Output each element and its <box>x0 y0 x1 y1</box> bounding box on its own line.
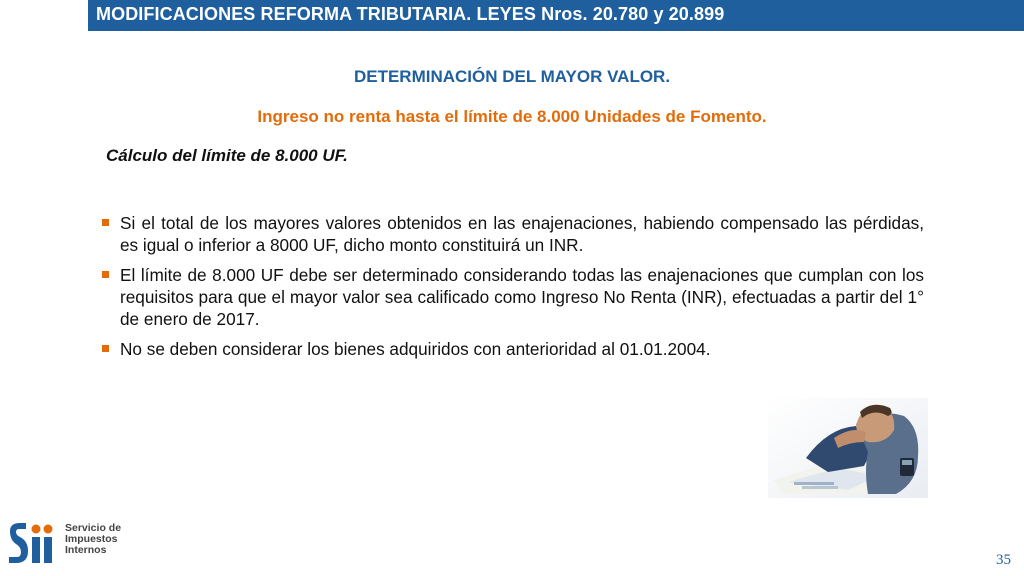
square-bullet-icon <box>102 345 109 352</box>
bullet-item <box>100 212 924 256</box>
bullet-text: El límite de 8.000 UF debe ser determinado considerando todas las enajenaciones que cumplan con los requisitos para que el mayor valor sea calificado como Ingreso No Renta (INR), efectuadas a partir del 1° de enero de 2017. <box>120 265 924 329</box>
bullet-item <box>100 338 924 360</box>
page-number: 35 <box>996 552 1011 568</box>
bullet-text: Si el total de los mayores valores obtenidos en las enajenaciones, habiendo compensado las pérdidas, es igual o inferior a 8000 UF, dicho monto constituirá un INR. <box>120 213 924 255</box>
bullet-text: No se deben considerar los bienes adquiridos con anterioridad al 01.01.2004. <box>120 339 711 359</box>
logo-line1: Servicio de <box>65 522 122 534</box>
header-bar <box>88 0 1024 31</box>
sii-logo <box>8 523 168 569</box>
square-bullet-icon <box>102 271 109 278</box>
square-bullet-icon <box>102 219 109 226</box>
sii-logo-text <box>65 523 121 556</box>
section-subtitle: Ingreso no renta hasta el límite de 8.000 Unidades de Fomento. <box>257 107 767 126</box>
logo-line3: Internos <box>65 544 107 556</box>
header-title: MODIFICACIONES REFORMA TRIBUTARIA. LEYES Nros. 20.780 y 20.899 <box>96 4 725 24</box>
logo-line2: Impuestos <box>65 533 118 545</box>
bullet-item <box>100 264 924 330</box>
sii-logo-mark <box>8 523 60 569</box>
calc-heading: Cálculo del límite de 8.000 UF. <box>106 146 348 165</box>
bullet-list <box>100 212 924 368</box>
worried-man-photo <box>768 398 928 498</box>
section-title: DETERMINACIÓN DEL MAYOR VALOR. <box>353 67 671 86</box>
